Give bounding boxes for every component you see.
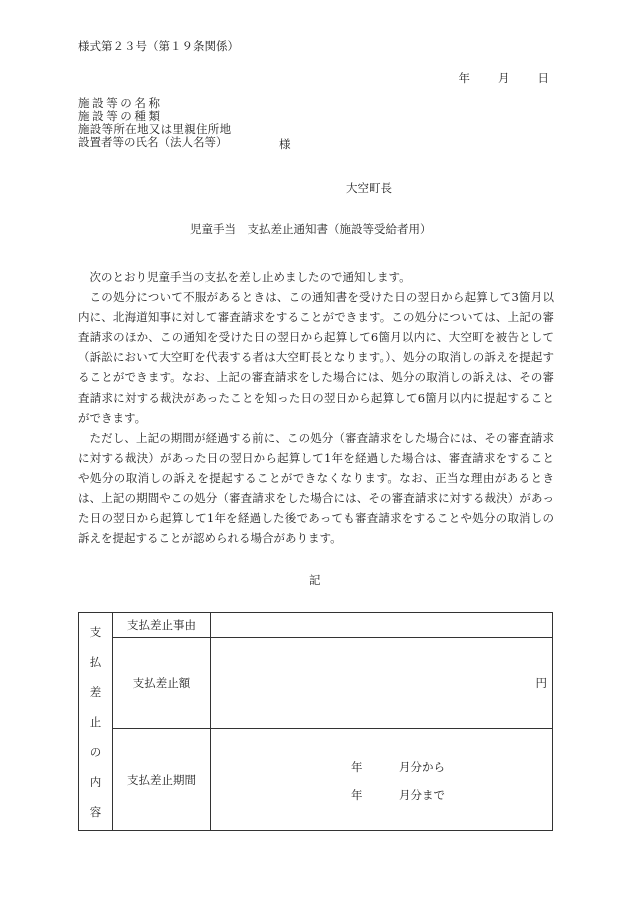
date-day: 日	[537, 71, 549, 85]
honorific: 様	[279, 137, 291, 151]
ki-heading: 記	[309, 573, 321, 587]
detail-table	[78, 612, 553, 831]
notice-body	[78, 267, 554, 548]
vheader-char: 内	[89, 774, 102, 789]
amount-unit: 円	[535, 676, 547, 690]
vertical-header	[79, 613, 113, 831]
period-from-month: 月分から	[399, 760, 445, 774]
facility-name-label: 施設等の名称	[78, 96, 163, 110]
form-number: 様式第２３号（第１９条関係）	[78, 39, 239, 53]
facility-address-label: 施設等所在地又は里親住所地	[78, 122, 232, 136]
vheader-char: 払	[89, 654, 102, 669]
period-from-row	[351, 759, 445, 775]
reason-value-cell[interactable]	[211, 613, 553, 638]
period-to-row	[351, 787, 445, 803]
date-month: 月	[498, 71, 510, 85]
period-label: 支払差止期間	[113, 729, 211, 831]
period-from-year: 年	[351, 760, 363, 774]
vheader-char: 支	[89, 624, 102, 639]
document-title: 児童手当 支払差止通知書（施設等受給者用）	[190, 222, 432, 236]
vheader-char: 止	[89, 714, 102, 729]
reason-label: 支払差止事由	[113, 613, 211, 638]
paragraph-appeal: この処分について不服があるときは、この通知書を受けた日の翌日から起算して3箇月以内に、北海道知事に対して審査請求をすることができます。この処分については、上記の審査請求のほか、この通知を受けた日の翌日から起算して6箇月以内に、大空町を被告として（訴訟において大空町を代表する者は大空町長となります。）、処分の取消しの訴えを提起することができます。なお、上記の審査請求をした場合には、処分の取消しの訴えは、その審査請求に対する裁決があったことを知った日の翌日から起算して6箇月以内に提起することができます。	[78, 290, 554, 425]
period-to-year: 年	[351, 788, 363, 802]
period-to-month: 月分まで	[399, 788, 445, 802]
amount-label: 支払差止額	[113, 638, 211, 729]
amount-value-cell[interactable]	[211, 638, 553, 729]
period-value-cell[interactable]	[211, 729, 553, 831]
vheader-char: の	[89, 744, 102, 759]
facility-type-label: 施設等の種類	[78, 109, 163, 123]
issuer: 大空町長	[346, 181, 392, 195]
date-line	[437, 70, 550, 86]
paragraph-limitation: ただし、上記の期間が経過する前に、この処分（審査請求をした場合には、その審査請求に対する裁決）があった日の翌日から起算して1年を経過した場合は、審査請求をすることや処分の取消しの訴えを提起することができなくなります。なお、正当な理由があるときは、上記の期間やこの処分（審査請求をした場合には、その審査請求に対する裁決）があった日の翌日から起算して1年を経過した後であっても審査請求をすることや処分の取消しの訴えを提起することが認められる場合があります。	[78, 430, 554, 546]
date-year: 年	[458, 71, 470, 85]
vheader-char: 差	[89, 684, 102, 699]
founder-name-label: 設置者等の氏名（法人名等）	[78, 135, 228, 149]
vheader-char: 容	[89, 804, 102, 819]
paragraph-intro: 次のとおり児童手当の支払を差し止めましたので通知します。	[89, 270, 411, 284]
